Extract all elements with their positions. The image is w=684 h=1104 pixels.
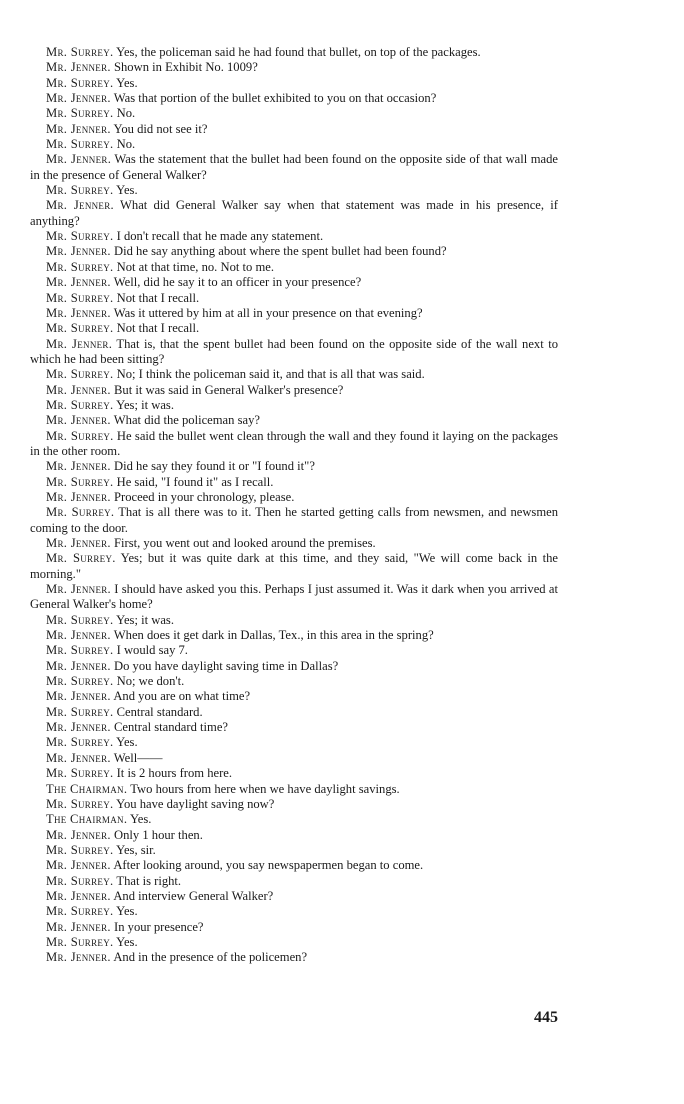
testimony-line: [30, 613, 558, 628]
speaker-name: Mr. Jenner.: [46, 413, 111, 428]
speaker-name: Mr. Jenner.: [46, 91, 111, 106]
testimony-line: [30, 551, 558, 582]
statement-text: No.: [113, 137, 136, 152]
testimony-line: [30, 76, 558, 91]
statement-text: Yes.: [127, 812, 152, 827]
statement-text: Not that I recall.: [113, 290, 200, 305]
speaker-name: Mr. Jenner.: [46, 919, 111, 934]
statement-text: I should have asked you this. Perhaps I just assumed it. Was it dark when you arrived at General Walker's home?: [30, 582, 558, 612]
speaker-name: Mr. Jenner.: [46, 305, 111, 320]
speaker-name: Mr. Jenner.: [46, 244, 111, 259]
statement-text: Yes.: [113, 904, 138, 919]
testimony-line: [30, 198, 558, 229]
speaker-name: Mr. Jenner.: [46, 628, 111, 643]
testimony-line: [30, 812, 558, 827]
statement-text: Did he say they found it or "I found it"?: [110, 459, 315, 474]
speaker-name: Mr. Surrey.: [46, 45, 114, 59]
statement-text: Only 1 hour then.: [110, 827, 203, 842]
testimony-line: [30, 582, 558, 613]
testimony-line: [30, 536, 558, 551]
testimony-line: [30, 889, 558, 904]
speaker-name: Mr. Jenner.: [46, 858, 111, 873]
statement-text: That is right.: [113, 873, 182, 888]
statement-text: And interview General Walker?: [110, 888, 274, 903]
speaker-name: Mr. Surrey.: [46, 505, 115, 520]
testimony-line: [30, 920, 558, 935]
testimony-line: [30, 751, 558, 766]
statement-text: He said the bullet went clean through the wall and they found it laying on the packages in the other room.: [30, 428, 558, 458]
statement-text: Well——: [110, 750, 163, 765]
statement-text: Do you have daylight saving time in Dallas?: [110, 658, 339, 673]
statement-text: Not at that time, no. Not to me.: [113, 259, 274, 274]
speaker-name: Mr. Jenner.: [46, 152, 112, 167]
statement-text: Was the statement that the bullet had been found on the opposite side of that wall made in the presence of General Walker?: [30, 152, 558, 182]
testimony-line: [30, 505, 558, 536]
statement-text: Well, did he say it to an officer in your presence?: [110, 275, 362, 290]
testimony-line: [30, 60, 558, 75]
statement-text: But it was said in General Walker's presence?: [110, 382, 344, 397]
speaker-name: Mr. Surrey.: [46, 643, 114, 658]
statement-text: What did General Walker say when that statement was made in his presence, if anything?: [30, 198, 558, 228]
speaker-name: Mr. Jenner.: [46, 827, 111, 842]
speaker-name: Mr. Jenner.: [46, 689, 111, 704]
speaker-name: The Chairman.: [46, 781, 128, 796]
testimony-line: [30, 367, 558, 382]
speaker-name: Mr. Surrey.: [46, 842, 114, 857]
page-number: 445: [534, 1009, 558, 1026]
statement-text: When does it get dark in Dallas, Tex., in this area in the spring?: [110, 628, 434, 643]
testimony-line: [30, 828, 558, 843]
testimony-line: [30, 628, 558, 643]
testimony-line: [30, 291, 558, 306]
testimony-line: [30, 858, 558, 873]
testimony-line: [30, 735, 558, 750]
testimony-line: [30, 337, 558, 368]
testimony-line: [30, 874, 558, 889]
statement-text: No; I think the policeman said it, and that is all that was said.: [113, 367, 425, 382]
speaker-name: Mr. Surrey.: [46, 75, 114, 90]
speaker-name: Mr. Jenner.: [46, 489, 111, 504]
statement-text: You have daylight saving now?: [113, 796, 275, 811]
speaker-name: Mr. Jenner.: [46, 750, 111, 765]
speaker-name: Mr. Surrey.: [46, 397, 114, 412]
testimony-line: [30, 91, 558, 106]
statement-text: Not that I recall.: [113, 321, 200, 336]
statement-text: And in the presence of the policemen?: [110, 950, 308, 965]
statement-text: Central standard.: [113, 704, 203, 719]
testimony-line: [30, 229, 558, 244]
statement-text: After looking around, you say newspapermen began to come.: [110, 858, 424, 873]
testimony-line: [30, 383, 558, 398]
speaker-name: Mr. Surrey.: [46, 229, 114, 244]
statement-text: I would say 7.: [113, 643, 188, 658]
testimony-line: [30, 306, 558, 321]
statement-text: That is, that the spent bullet had been found on the opposite side of the wall next to which he had been sitting?: [30, 336, 558, 366]
speaker-name: Mr. Surrey.: [46, 934, 114, 949]
statement-text: No; we don't.: [113, 674, 185, 689]
testimony-line: [30, 643, 558, 658]
statement-text: Did he say anything about where the spent bullet had been found?: [110, 244, 447, 259]
testimony-line: [30, 904, 558, 919]
testimony-line: [30, 843, 558, 858]
testimony-line: [30, 45, 558, 60]
testimony-line: [30, 413, 558, 428]
speaker-name: Mr. Jenner.: [46, 60, 111, 75]
testimony-line: [30, 183, 558, 198]
statement-text: Yes, sir.: [113, 842, 156, 857]
speaker-name: The Chairman.: [46, 812, 128, 827]
speaker-name: Mr. Surrey.: [46, 259, 114, 274]
testimony-line: [30, 459, 558, 474]
statement-text: Central standard time?: [110, 720, 229, 735]
testimony-line: [30, 398, 558, 413]
speaker-name: Mr. Jenner.: [46, 121, 111, 136]
testimony-line: [30, 705, 558, 720]
speaker-name: Mr. Surrey.: [46, 612, 114, 627]
speaker-name: Mr. Surrey.: [46, 183, 114, 198]
speaker-name: Mr. Surrey.: [46, 321, 114, 336]
statement-text: Yes, the policeman said he had found that bullet, on top of the packages.: [113, 45, 481, 59]
statement-text: Yes; it was.: [113, 612, 174, 627]
statement-text: You did not see it?: [110, 121, 208, 136]
testimony-line: [30, 797, 558, 812]
testimony-line: [30, 490, 558, 505]
speaker-name: Mr. Surrey.: [46, 474, 114, 489]
speaker-name: Mr. Jenner.: [46, 459, 111, 474]
speaker-name: Mr. Jenner.: [46, 336, 113, 351]
testimony-line: [30, 475, 558, 490]
testimony-line: [30, 244, 558, 259]
testimony-line: [30, 260, 558, 275]
statement-text: Yes.: [113, 75, 138, 90]
speaker-name: Mr. Surrey.: [46, 137, 114, 152]
testimony-line: [30, 152, 558, 183]
testimony-line: [30, 275, 558, 290]
speaker-name: Mr. Surrey.: [46, 551, 116, 566]
testimony-line: [30, 674, 558, 689]
statement-text: Was it uttered by him at all in your presence on that evening?: [110, 305, 423, 320]
speaker-name: Mr. Jenner.: [46, 198, 114, 213]
testimony-line: [30, 106, 558, 121]
testimony-line: [30, 689, 558, 704]
speaker-name: Mr. Jenner.: [46, 275, 111, 290]
statement-text: Yes.: [113, 735, 138, 750]
speaker-name: Mr. Surrey.: [46, 106, 114, 121]
speaker-name: Mr. Surrey.: [46, 766, 114, 781]
statement-text: Yes.: [113, 934, 138, 949]
speaker-name: Mr. Jenner.: [46, 382, 111, 397]
testimony-line: [30, 429, 558, 460]
statement-text: And you are on what time?: [110, 689, 251, 704]
speaker-name: Mr. Surrey.: [46, 873, 114, 888]
testimony-line: [30, 659, 558, 674]
testimony-line: [30, 935, 558, 950]
statement-text: Yes; but it was quite dark at this time, and they said, "We will come back in the morning.": [30, 551, 558, 581]
speaker-name: Mr. Jenner.: [46, 888, 111, 903]
testimony-line: [30, 782, 558, 797]
speaker-name: Mr. Jenner.: [46, 658, 111, 673]
statement-text: He said, "I found it" as I recall.: [113, 474, 274, 489]
speaker-name: Mr. Surrey.: [46, 367, 114, 382]
testimony-line: [30, 950, 558, 965]
statement-text: It is 2 hours from here.: [113, 766, 233, 781]
statement-text: What did the policeman say?: [110, 413, 260, 428]
speaker-name: Mr. Surrey.: [46, 674, 114, 689]
transcript-body: [30, 45, 558, 966]
testimony-line: [30, 766, 558, 781]
statement-text: First, you went out and looked around the premises.: [110, 536, 376, 550]
statement-text: Yes; it was.: [113, 397, 174, 412]
statement-text: Shown in Exhibit No. 1009?: [110, 60, 258, 75]
speaker-name: Mr. Jenner.: [46, 536, 111, 550]
speaker-name: Mr. Surrey.: [46, 735, 114, 750]
speaker-name: Mr. Surrey.: [46, 704, 114, 719]
testimony-line: [30, 720, 558, 735]
speaker-name: Mr. Jenner.: [46, 582, 111, 597]
statement-text: Two hours from here when we have daylight savings.: [127, 781, 400, 796]
testimony-line: [30, 122, 558, 137]
testimony-line: [30, 321, 558, 336]
statement-text: No.: [113, 106, 136, 121]
statement-text: Proceed in your chronology, please.: [110, 489, 295, 504]
speaker-name: Mr. Surrey.: [46, 428, 114, 443]
testimony-line: [30, 137, 558, 152]
statement-text: In your presence?: [110, 919, 204, 934]
speaker-name: Mr. Jenner.: [46, 720, 111, 735]
statement-text: Yes.: [113, 183, 138, 198]
speaker-name: Mr. Jenner.: [46, 950, 111, 965]
speaker-name: Mr. Surrey.: [46, 796, 114, 811]
statement-text: I don't recall that he made any statement.: [113, 229, 324, 244]
speaker-name: Mr. Surrey.: [46, 290, 114, 305]
statement-text: That is all there was to it. Then he started getting calls from newsmen, and newsmen coming to the door.: [30, 505, 559, 535]
speaker-name: Mr. Surrey.: [46, 904, 114, 919]
statement-text: Was that portion of the bullet exhibited to you on that occasion?: [110, 91, 437, 106]
